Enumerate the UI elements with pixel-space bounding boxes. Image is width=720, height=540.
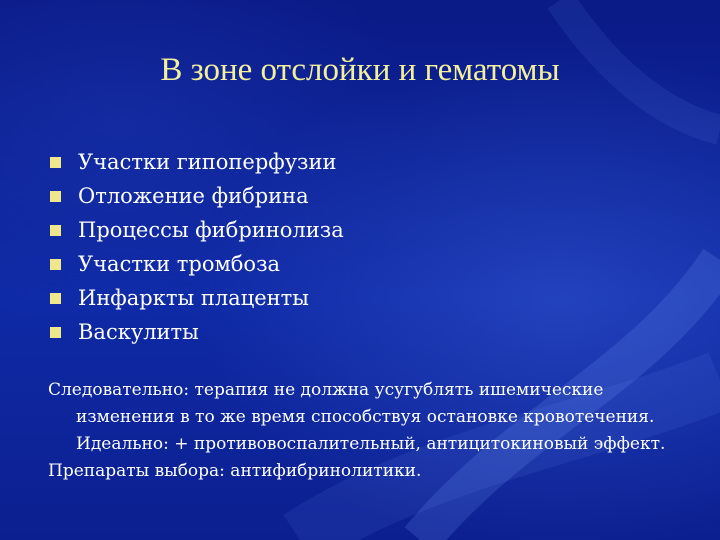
bullet-text: Участки тромбоза xyxy=(78,252,281,276)
square-bullet-icon xyxy=(50,157,61,168)
conclusion-paragraph: Следовательно: терапия не должна усугублять ишемические изменения в то же время способствуя остановке кровотечения. Идеально: + противовоспалительный, антицитокиновый эффект. xyxy=(48,380,666,454)
bullet-text: Процессы фибринолиза xyxy=(78,218,344,242)
bullet-text: Участки гипоперфузии xyxy=(78,150,337,174)
list-item xyxy=(50,145,344,179)
list-item xyxy=(50,213,344,247)
square-bullet-icon xyxy=(50,259,61,270)
bullet-list xyxy=(50,145,344,349)
list-item xyxy=(50,179,344,213)
square-bullet-icon xyxy=(50,293,61,304)
conclusion-text xyxy=(48,377,698,485)
drugs-of-choice-paragraph: Препараты выбора: антифибринолитики. xyxy=(48,461,422,481)
square-bullet-icon xyxy=(50,191,61,202)
bullet-text: Инфаркты плаценты xyxy=(78,286,309,310)
slide-title: В зоне отслойки и гематомы xyxy=(160,52,560,88)
list-item xyxy=(50,281,344,315)
bullet-text: Отложение фибрина xyxy=(78,184,309,208)
list-item xyxy=(50,247,344,281)
bullet-text: Васкулиты xyxy=(78,320,199,344)
square-bullet-icon xyxy=(50,225,61,236)
list-item xyxy=(50,315,344,349)
square-bullet-icon xyxy=(50,327,61,338)
